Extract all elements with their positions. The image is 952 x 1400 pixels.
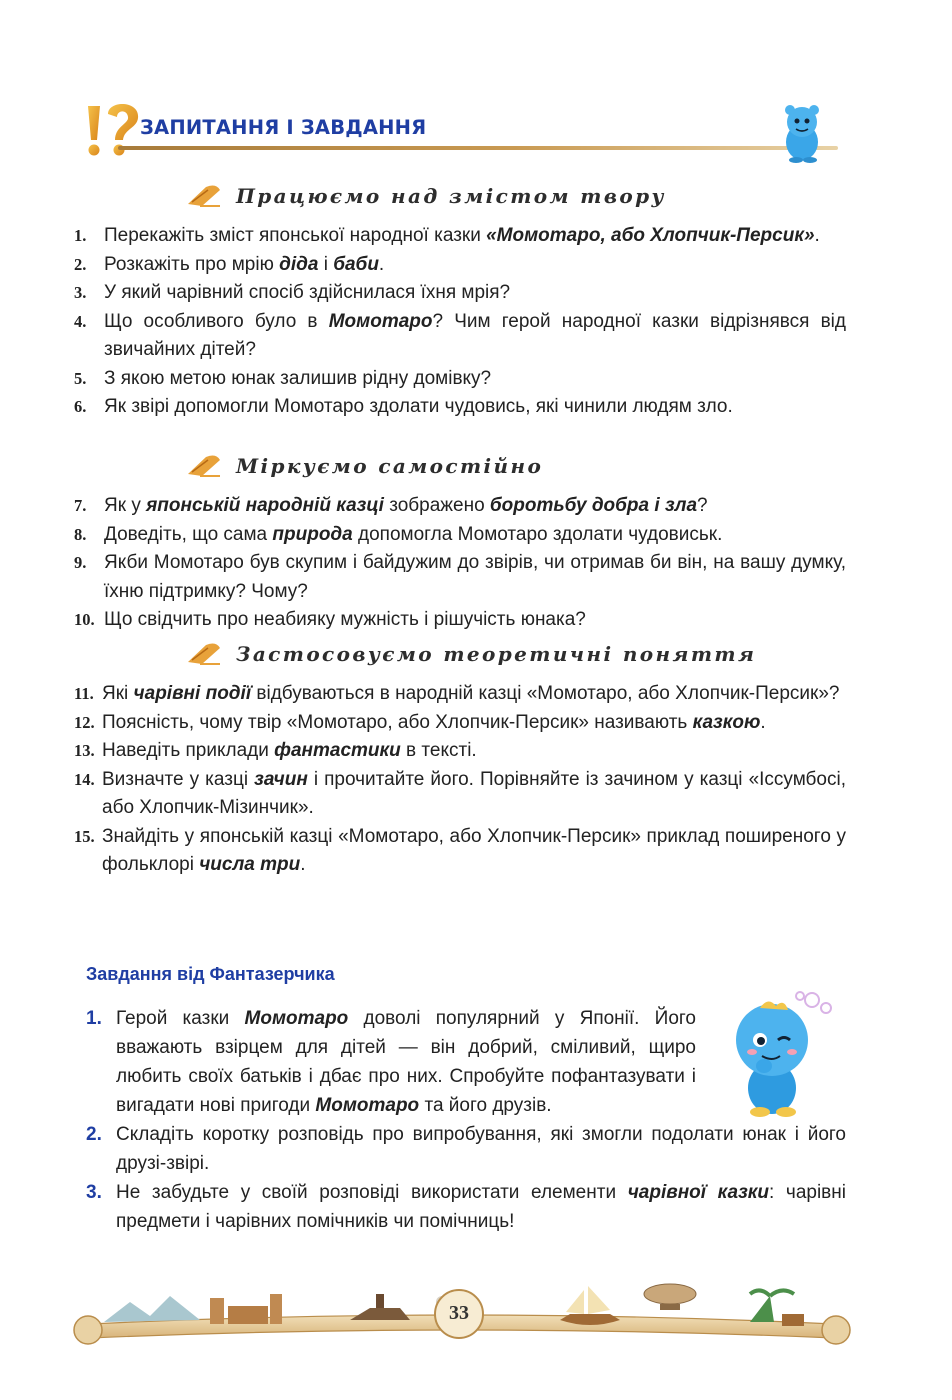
emphasized-text: діда — [279, 253, 319, 275]
text-fragment: . — [760, 711, 766, 733]
text-fragment: . — [814, 225, 820, 246]
text-fragment: Якби Момотаро був скупим і байдужим до звірів, чи отримав би він, на вашу думку, їхню підтримку? Чому? — [104, 552, 846, 602]
question-number: 9. — [74, 553, 87, 572]
question-item — [74, 393, 846, 422]
text-fragment: . — [378, 253, 385, 275]
text-fragment: Поясність, чому твір «Момотаро, або Хлопчик-Персик» називають — [102, 711, 693, 733]
text-fragment: У який чарівний спосіб здійснилася їхня мрія? — [104, 282, 511, 303]
question-item — [74, 766, 846, 823]
quill-pen-icon — [186, 454, 222, 478]
section-heading-independent — [186, 454, 543, 478]
question-number: 12. — [74, 712, 95, 732]
text-fragment: : чарівні предмети і чарівних помічників чи помічниць! — [116, 1182, 846, 1232]
emphasized-text: казкою — [692, 711, 761, 733]
question-list-content — [74, 222, 846, 422]
question-number: 15. — [74, 826, 95, 846]
text-fragment: З якою метою юнак залишив рідну домівку? — [104, 367, 492, 389]
emphasized-text: чарівної казки — [627, 1182, 770, 1203]
section-heading-theory — [186, 642, 756, 666]
section-heading-text: Застосовуємо теоретичні поняття — [236, 642, 757, 666]
question-list-independent — [74, 492, 846, 635]
header-underline — [118, 146, 838, 150]
question-item — [74, 251, 846, 280]
fantazerchyk-task — [86, 1178, 846, 1236]
question-item — [74, 521, 846, 550]
question-number: 4. — [74, 311, 87, 331]
emphasized-text: чарівні події — [133, 683, 252, 704]
question-item — [74, 279, 846, 308]
question-item — [74, 549, 846, 606]
section-heading-text: Міркуємо самостійно — [236, 454, 544, 478]
text-fragment: Визначте у казці — [102, 768, 255, 790]
section-heading-text: Працюємо над змістом твору — [236, 184, 666, 208]
text-fragment: і — [318, 253, 334, 275]
question-number: 1. — [74, 226, 87, 245]
question-number: 7. — [74, 496, 87, 515]
question-number: 11. — [74, 684, 94, 703]
text-fragment: Наведіть приклади — [102, 740, 275, 761]
question-item — [74, 222, 846, 251]
page-title: ЗАПИТАННЯ І ЗАВДАННЯ — [140, 116, 427, 139]
question-number: 10. — [74, 610, 95, 629]
emphasized-text: Момотаро — [328, 310, 433, 332]
question-number: 13. — [74, 741, 95, 760]
emphasized-text: «Момотаро, або Хлопчик-Персик» — [486, 225, 815, 246]
question-item — [74, 308, 846, 365]
question-number: 2. — [74, 254, 87, 274]
text-fragment: доволі популярний у Японії. Його вважають взірцем для дітей — він добрий, сміливий, щиро любить своїх батьків і дбає про них. Спробуйте пофантазувати і вигадати нові пригоди — [116, 1008, 696, 1116]
section-header — [78, 96, 848, 166]
text-fragment: Перекажіть зміст японської народної казки — [104, 225, 487, 246]
emphasized-text: числа три — [199, 854, 301, 875]
text-fragment: Що особливого було в — [104, 310, 329, 332]
text-fragment: ? Чим герой народної казки відрізнявся від звичайних дітей? — [104, 310, 846, 360]
emphasized-text: японській народній казці — [146, 495, 384, 516]
quill-pen-icon — [186, 642, 222, 666]
question-item — [74, 709, 846, 738]
text-fragment: . — [300, 854, 306, 875]
question-number: 5. — [74, 368, 87, 388]
emphasized-text: Момотаро — [244, 1008, 349, 1029]
text-fragment: Доведіть, що сама — [104, 523, 273, 545]
text-fragment: Що свідчить про неабияку мужність і рішучість юнака? — [104, 609, 586, 630]
text-fragment: і прочитайте його. Порівняйте із зачином у казці «Іссумбосі, або Хлопчик-Мізинчик». — [102, 768, 846, 818]
fantazerchyk-mascot-icon — [716, 990, 846, 1120]
text-fragment: та його друзів. — [419, 1095, 552, 1116]
page-number: 33 — [449, 1302, 469, 1324]
emphasized-text: зачин — [254, 768, 308, 790]
text-fragment: в тексті. — [400, 740, 477, 761]
section-heading-content — [186, 184, 666, 208]
question-number: 3. — [74, 283, 87, 302]
text-fragment: Розкажіть про мрію — [104, 253, 280, 275]
question-number: 8. — [74, 524, 87, 544]
emphasized-text: баби — [333, 253, 379, 275]
task-number: 2. — [86, 1124, 102, 1145]
task-number: 3. — [86, 1182, 102, 1203]
text-fragment: допомогла Момотаро здолати чудовиськ. — [352, 523, 723, 545]
emphasized-text: природа — [272, 523, 353, 545]
question-item — [74, 737, 846, 766]
emphasized-text: боротьбу добра і зла — [489, 495, 698, 516]
text-fragment: Не забудьте у своїй розповіді використати елементи — [116, 1182, 628, 1203]
question-item — [74, 606, 846, 635]
text-fragment: Які — [102, 683, 134, 704]
question-item — [74, 365, 846, 394]
question-list-theory — [74, 680, 846, 880]
text-fragment: Як у — [104, 495, 147, 516]
task-number: 1. — [86, 1008, 102, 1029]
text-fragment: Як звірі допомогли Момотаро здолати чудовись, які чинили людям зло. — [104, 396, 733, 417]
text-fragment: Складіть коротку розповідь про випробування, які змогли подолати юнак і його друзі-звірі. — [116, 1124, 846, 1174]
text-fragment: ? — [697, 495, 708, 516]
question-number: 14. — [74, 769, 95, 789]
text-fragment: зображено — [383, 495, 490, 516]
question-item — [74, 492, 846, 521]
text-fragment: Знайдіть у японській казці «Момотаро, або Хлопчик-Персик» приклад поширеного у фольклорі — [102, 825, 846, 875]
emphasized-text: Момотаро — [315, 1095, 420, 1116]
question-item — [74, 823, 846, 880]
fantazerchyk-task — [86, 1120, 846, 1178]
mascot-icon — [766, 102, 836, 164]
text-fragment: Герой казки — [116, 1008, 245, 1029]
text-fragment: відбуваються в народній казці «Момотаро, або Хлопчик-Персик»? — [251, 683, 840, 704]
quill-pen-icon — [186, 184, 222, 208]
fantazerchyk-title: Завдання від Фантазерчика — [86, 964, 335, 984]
question-item — [74, 680, 846, 709]
emphasized-text: фантастики — [274, 740, 401, 761]
question-number: 6. — [74, 397, 87, 416]
question-exclamation-icon — [78, 96, 148, 166]
